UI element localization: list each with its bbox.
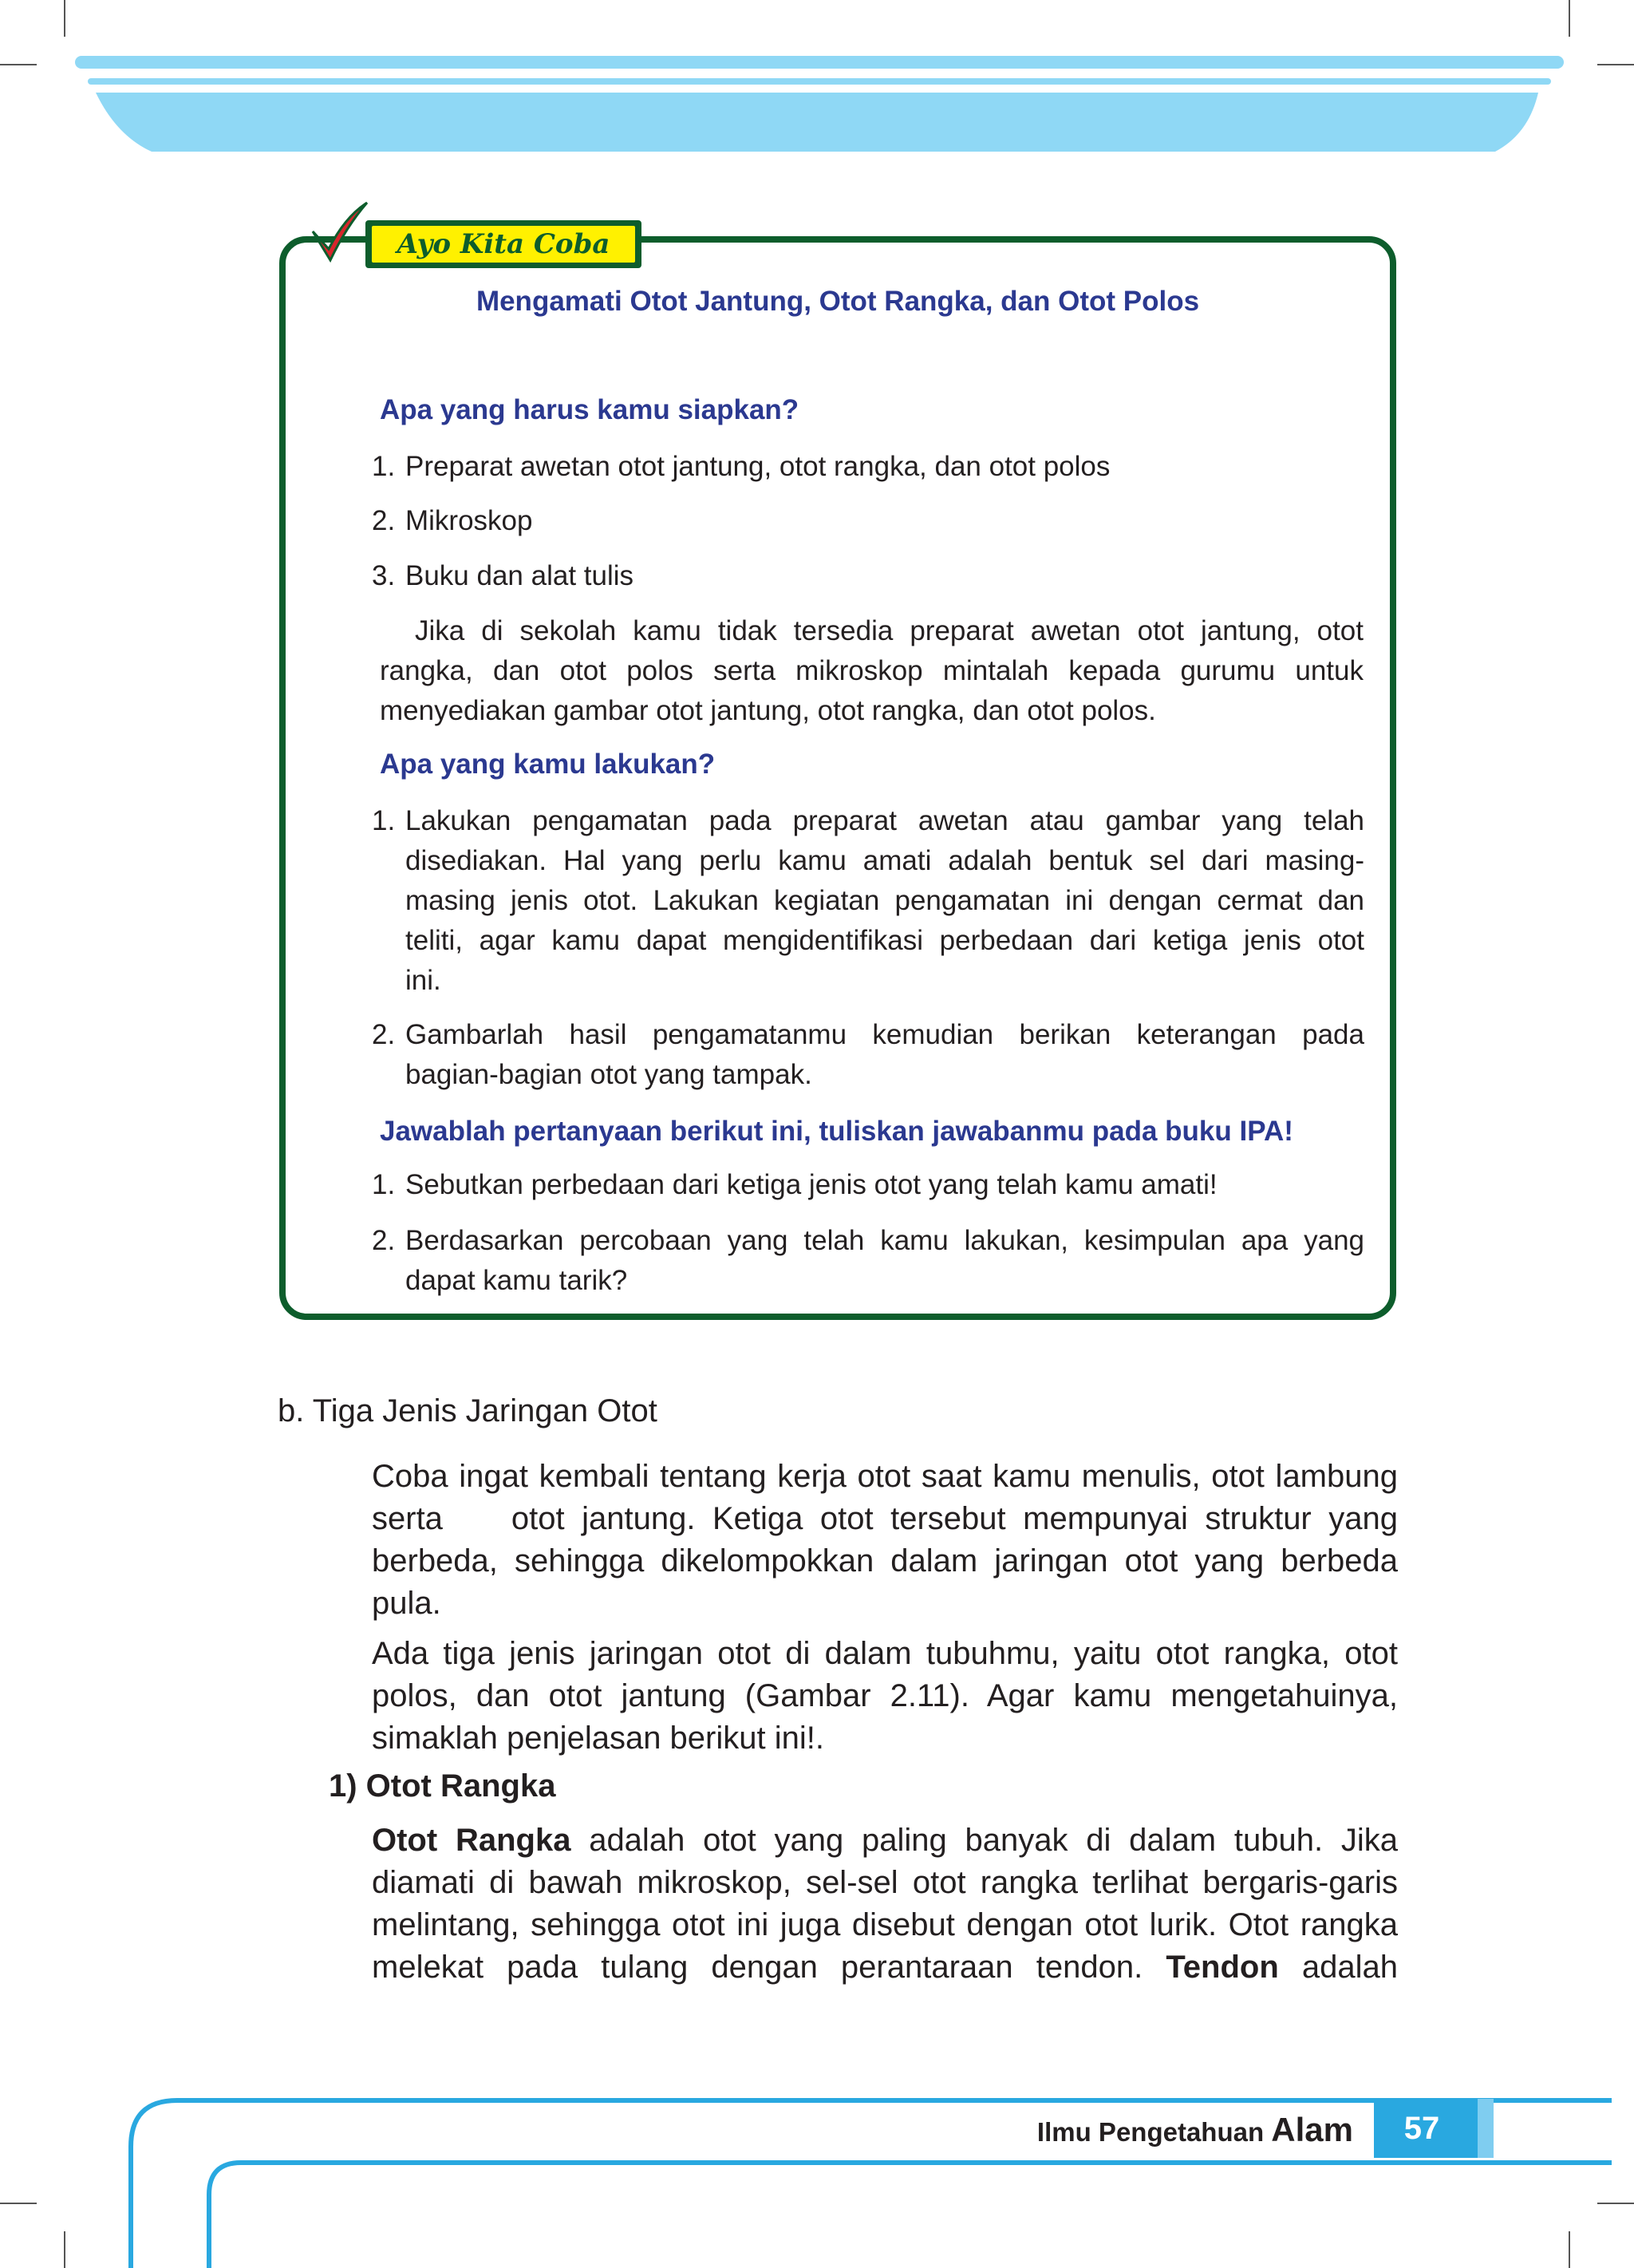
note-paragraph: Jika di sekolah kamu tidak tersedia preparat awetan otot jantung, otot rangka, dan otot polos serta mikroskop mintalah kepada gurumu untuk menyediakan gambar otot jantung, otot rangka, dan otot polos. [380, 615, 1364, 726]
body-paragraph: Otot Rangka adalah otot yang paling banyak di dalam tubuh. Jika diamati di bawah mikroskop, sel-sel otot rangka terlihat bergaris-garis melintang, sehingga otot ini juga disebut dengan otot lurik. Otot rangka melekat pada tulang dengan perantaraan tendon. Tendon adalah [372, 1823, 1398, 1985]
list-item: 1. Lakukan pengamatan pada preparat awetan atau gambar yang telah disediakan. Hal yang perlu kamu amati adalah bentuk sel dari masing- masing jenis otot. Lakukan kegiatan pengamatan ini dengan cermat dan teliti, agar kamu dapat mengidentifikasi perbedaan dari ketiga jenis otot ini. [372, 805, 1364, 996]
header-banner [0, 0, 1634, 160]
sub-heading: 1) Otot Rangka [329, 1768, 556, 1804]
list-item: 2. Gambarlah hasil pengamatanmu kemudian berikan keterangan pada bagian-bagian otot yang tampak. [372, 1019, 1364, 1090]
activity-tab-label: Ayo Kita Coba [372, 226, 635, 263]
activity-title: Mengamati Otot Jantung, Otot Rangka, dan Otot Polos [476, 286, 1200, 317]
book-title: Ilmu Pengetahuan Alam [1036, 2111, 1353, 2148]
activity-tab [365, 220, 641, 268]
section-heading: b. Tiga Jenis Jaringan Otot [278, 1393, 657, 1428]
page-number: 57 [1403, 2111, 1440, 2146]
answer-heading: Jawablah pertanyaan berikut ini, tuliskan jawabanmu pada buku IPA! [380, 1116, 1293, 1147]
checkmark-icon [308, 200, 372, 263]
prepare-heading: Apa yang harus kamu siapkan? [380, 394, 799, 425]
body-paragraph: Ada tiga jenis jaringan otot di dalam tubuhmu, yaitu otot rangka, otot polos, dan otot jantung (Gambar 2.11). Agar kamu mengetahuinya, simaklah penjelasan berikut ini!. [372, 1636, 1398, 1756]
list-item: 2. Berdasarkan percobaan yang telah kamu lakukan, kesimpulan apa yang dapat kamu tarik? [372, 1225, 1364, 1296]
body-paragraph: Coba ingat kembali tentang kerja otot saat kamu menulis, otot lambung serta otot jantung. Ketiga otot tersebut mempunyai struktur yang berbeda, sehingga dikelompokkan dalam jaringan otot yang berbeda pula. [372, 1459, 1398, 1621]
do-heading: Apa yang kamu lakukan? [380, 749, 716, 780]
